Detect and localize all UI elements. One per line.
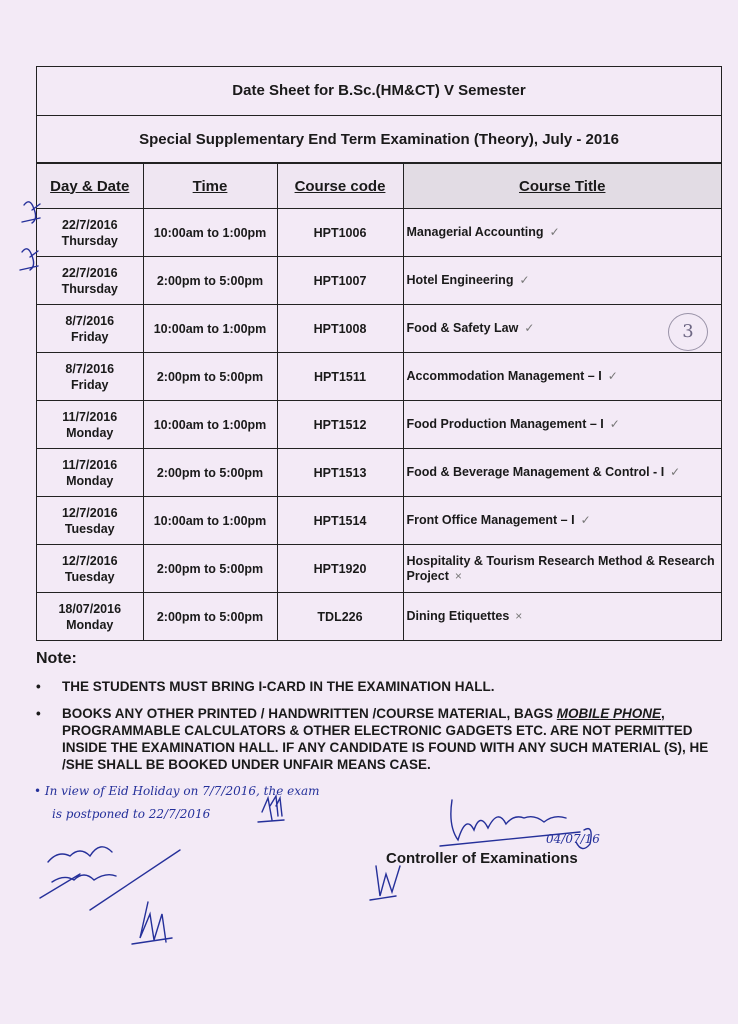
- day-text: Thursday: [61, 281, 118, 296]
- course-title-text: Food & Safety Law: [406, 321, 519, 335]
- date-text: 11/7/2016: [62, 457, 118, 472]
- day-text: Monday: [66, 617, 114, 632]
- day-text: Tuesday: [64, 521, 115, 536]
- date-text: 11/7/2016: [62, 409, 118, 424]
- time-cell: 10:00am to 1:00pm: [143, 305, 277, 353]
- check-mark-icon: ✓: [549, 225, 560, 239]
- check-mark-icon: ✓: [580, 513, 591, 527]
- course-title-text: Hospitality & Tourism Research Method & Research Project: [406, 553, 715, 583]
- col-header-course-title: Course Title: [403, 164, 721, 209]
- course-title-text: Dining Etiquettes: [406, 609, 510, 623]
- day-text: Thursday: [61, 233, 118, 248]
- day-text: Tuesday: [64, 569, 115, 584]
- bullet-icon: •: [36, 706, 41, 721]
- time-cell: 10:00am to 1:00pm: [143, 209, 277, 257]
- circled-number: 3: [668, 313, 708, 351]
- day-text: Friday: [70, 377, 109, 392]
- note-strong: UNFAIR MEANS CASE.: [283, 757, 431, 772]
- time-cell: 2:00pm to 5:00pm: [143, 593, 277, 641]
- date-text: 18/07/2016: [58, 601, 122, 616]
- course-title-text: Managerial Accounting: [406, 225, 544, 239]
- course-code-cell: HPT1920: [277, 545, 403, 593]
- course-code-cell: HPT1006: [277, 209, 403, 257]
- check-mark-icon: ×: [515, 609, 523, 623]
- course-code-cell: HPT1007: [277, 257, 403, 305]
- course-title-text: Hotel Engineering: [406, 273, 514, 287]
- date-text: 12/7/2016: [61, 553, 118, 568]
- sheet-title: Date Sheet for B.Sc.(HM&CT) V Semester: [37, 67, 721, 116]
- course-title-text: Front Office Management – I: [406, 513, 575, 527]
- handwritten-date: 04/07/16: [546, 832, 600, 846]
- time-cell: 10:00am to 1:00pm: [143, 401, 277, 449]
- course-title-text: Food & Beverage Management & Control - I: [406, 465, 665, 479]
- check-mark-icon: ✓: [524, 321, 535, 335]
- time-cell: 2:00pm to 5:00pm: [143, 257, 277, 305]
- time-cell: 2:00pm to 5:00pm: [143, 449, 277, 497]
- check-mark-icon: ✓: [670, 465, 681, 479]
- note-text: , PROGRAMMABLE CALCULATORS & OTHER ELECTRONIC GADGETS ETC. ARE NOT PERMITTED INSIDE THE EXAMINATION HALL. IF ANY CANDIDATE IS FOUND WITH ANY SUCH MATERIAL (S), HE /SHE SHALL BE BOOKED UNDER: [62, 706, 709, 772]
- exam-title: Special Supplementary End Term Examination (Theory), July - 2016: [37, 116, 721, 163]
- date-text: 22/7/2016: [61, 217, 118, 232]
- time-cell: 2:00pm to 5:00pm: [143, 545, 277, 593]
- check-mark-icon: ✓: [607, 369, 618, 383]
- day-text: Monday: [66, 473, 114, 488]
- note-emphasis: MOBILE PHONE: [556, 706, 662, 721]
- check-mark-icon: ✓: [609, 417, 620, 431]
- col-header-time: Time: [143, 164, 277, 209]
- note-heading: Note:: [36, 650, 77, 667]
- col-header-day-date: Day & Date: [37, 164, 143, 209]
- date-text: 22/7/2016: [61, 265, 118, 280]
- note-text: BOOKS ANY OTHER PRINTED / HANDWRITTEN /COURSE MATERIAL, BAGS: [62, 706, 557, 721]
- day-text: Monday: [66, 425, 114, 440]
- check-mark-icon: ✓: [519, 273, 530, 287]
- date-text: 8/7/2016: [65, 361, 115, 376]
- check-mark-icon: ×: [454, 568, 462, 583]
- time-cell: 2:00pm to 5:00pm: [143, 353, 277, 401]
- date-text: 12/7/2016: [61, 505, 118, 520]
- course-code-cell: HPT1514: [277, 497, 403, 545]
- col-header-course-code: Course code: [277, 164, 403, 209]
- course-title-text: Food Production Management – I: [406, 417, 604, 431]
- controller-signature-title: Controller of Examinations: [386, 850, 578, 867]
- day-text: Friday: [70, 329, 109, 344]
- course-code-cell: HPT1008: [277, 305, 403, 353]
- bullet-icon: •: [36, 679, 41, 694]
- note-text: THE STUDENTS MUST BRING I-CARD IN THE EXAMINATION HALL.: [62, 679, 495, 694]
- date-text: 8/7/2016: [65, 313, 115, 328]
- course-title-text: Accommodation Management – I: [406, 369, 602, 383]
- handwritten-note-line2: is postponed to 22/7/2016: [52, 807, 211, 821]
- course-code-cell: HPT1512: [277, 401, 403, 449]
- course-code-cell: HPT1511: [277, 353, 403, 401]
- course-code-cell: TDL226: [277, 593, 403, 641]
- course-code-cell: HPT1513: [277, 449, 403, 497]
- time-cell: 10:00am to 1:00pm: [143, 497, 277, 545]
- handwritten-note-line1: • In view of Eid Holiday on 7/7/2016, the exam: [34, 784, 320, 798]
